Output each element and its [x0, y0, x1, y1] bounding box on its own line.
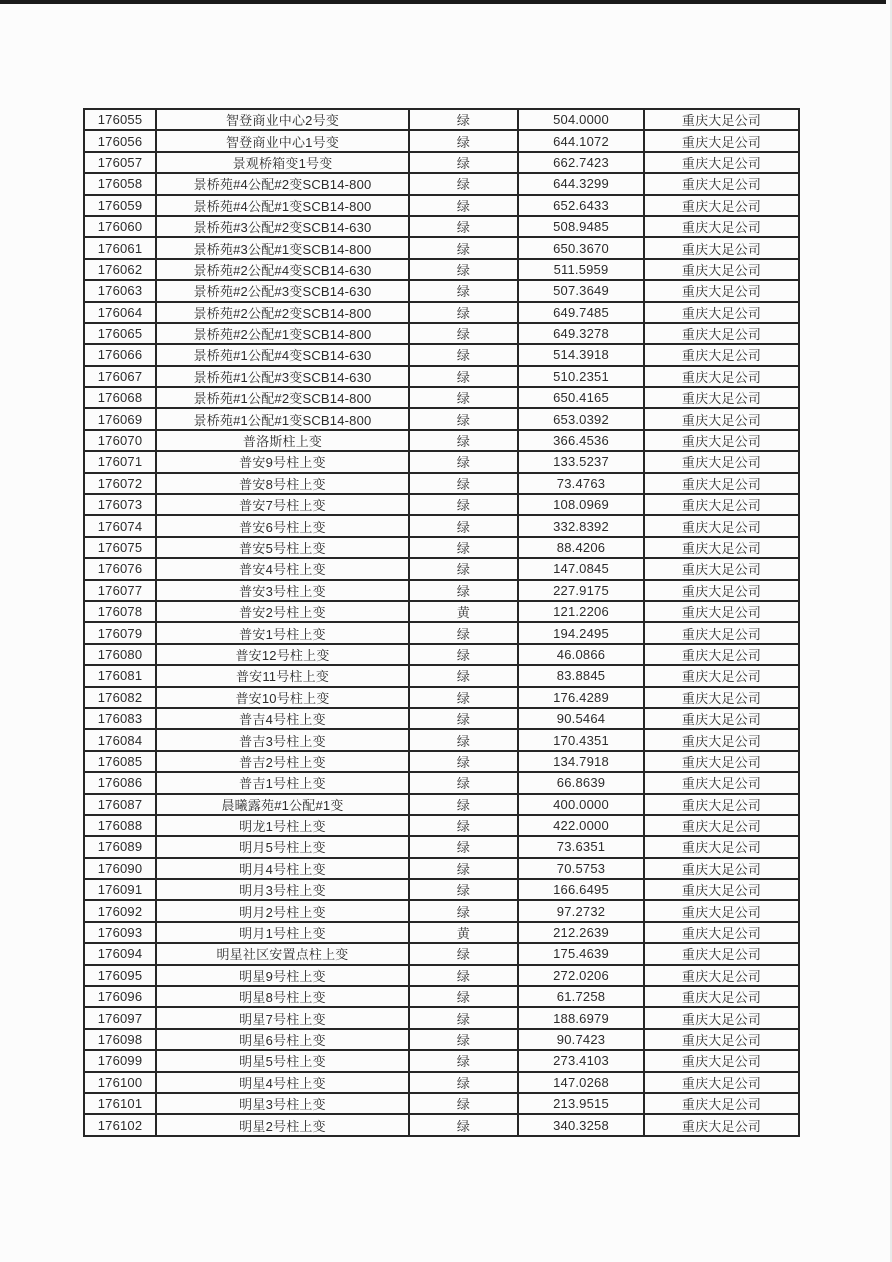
cell-name: 景桥苑#2公配#1变SCB14-800	[156, 323, 409, 344]
cell-name: 景桥苑#1公配#1变SCB14-800	[156, 408, 409, 429]
cell-value: 511.5959	[518, 259, 644, 280]
cell-company: 重庆大足公司	[644, 366, 799, 387]
cell-status: 绿	[409, 323, 518, 344]
cell-id: 176078	[84, 601, 156, 622]
table-row	[84, 237, 799, 258]
cell-company: 重庆大足公司	[644, 815, 799, 836]
cell-id: 176087	[84, 794, 156, 815]
cell-name: 普安3号柱上变	[156, 580, 409, 601]
table-row	[84, 494, 799, 515]
cell-name: 明月5号柱上变	[156, 836, 409, 857]
cell-name: 明星5号柱上变	[156, 1050, 409, 1071]
cell-name: 景观桥箱变1号变	[156, 152, 409, 173]
cell-company: 重庆大足公司	[644, 687, 799, 708]
cell-company: 重庆大足公司	[644, 323, 799, 344]
cell-company: 重庆大足公司	[644, 537, 799, 558]
table-row	[84, 344, 799, 365]
cell-name: 景桥苑#4公配#1变SCB14-800	[156, 195, 409, 216]
cell-value: 332.8392	[518, 515, 644, 536]
cell-id: 176070	[84, 430, 156, 451]
cell-status: 绿	[409, 644, 518, 665]
cell-id: 176094	[84, 943, 156, 964]
cell-name: 景桥苑#3公配#2变SCB14-630	[156, 216, 409, 237]
cell-id: 176081	[84, 665, 156, 686]
cell-status: 绿	[409, 943, 518, 964]
cell-company: 重庆大足公司	[644, 1072, 799, 1093]
cell-status: 绿	[409, 965, 518, 986]
table-row	[84, 1007, 799, 1028]
cell-name: 明龙1号柱上变	[156, 815, 409, 836]
cell-company: 重庆大足公司	[644, 943, 799, 964]
cell-name: 明月2号柱上变	[156, 900, 409, 921]
cell-name: 明星2号柱上变	[156, 1114, 409, 1135]
cell-name: 晨曦露苑#1公配#1变	[156, 794, 409, 815]
cell-company: 重庆大足公司	[644, 259, 799, 280]
cell-status: 绿	[409, 900, 518, 921]
table-row	[84, 687, 799, 708]
cell-value: 652.6433	[518, 195, 644, 216]
table-row	[84, 173, 799, 194]
cell-status: 绿	[409, 1114, 518, 1135]
cell-company: 重庆大足公司	[644, 708, 799, 729]
table-row	[84, 1114, 799, 1135]
cell-company: 重庆大足公司	[644, 451, 799, 472]
cell-status: 绿	[409, 408, 518, 429]
cell-id: 176089	[84, 836, 156, 857]
cell-name: 普安6号柱上变	[156, 515, 409, 536]
table-row	[84, 622, 799, 643]
cell-company: 重庆大足公司	[644, 515, 799, 536]
cell-value: 90.5464	[518, 708, 644, 729]
cell-status: 绿	[409, 195, 518, 216]
cell-id: 176060	[84, 216, 156, 237]
cell-value: 176.4289	[518, 687, 644, 708]
table-row	[84, 366, 799, 387]
cell-value: 61.7258	[518, 986, 644, 1007]
cell-name: 景桥苑#1公配#2变SCB14-800	[156, 387, 409, 408]
cell-name: 景桥苑#2公配#2变SCB14-800	[156, 302, 409, 323]
cell-status: 绿	[409, 302, 518, 323]
table-row	[84, 815, 799, 836]
cell-status: 绿	[409, 280, 518, 301]
table-body	[84, 109, 799, 1136]
table-row	[84, 729, 799, 750]
table-row	[84, 473, 799, 494]
cell-value: 147.0845	[518, 558, 644, 579]
table-row	[84, 408, 799, 429]
cell-id: 176098	[84, 1029, 156, 1050]
cell-status: 绿	[409, 130, 518, 151]
cell-id: 176062	[84, 259, 156, 280]
table-row	[84, 280, 799, 301]
cell-company: 重庆大足公司	[644, 858, 799, 879]
cell-company: 重庆大足公司	[644, 1029, 799, 1050]
top-scan-bar	[0, 0, 886, 4]
cell-id: 176086	[84, 772, 156, 793]
cell-id: 176073	[84, 494, 156, 515]
cell-company: 重庆大足公司	[644, 173, 799, 194]
cell-id: 176082	[84, 687, 156, 708]
cell-company: 重庆大足公司	[644, 408, 799, 429]
cell-status: 绿	[409, 109, 518, 130]
cell-value: 508.9485	[518, 216, 644, 237]
cell-company: 重庆大足公司	[644, 986, 799, 1007]
cell-value: 400.0000	[518, 794, 644, 815]
cell-id: 176058	[84, 173, 156, 194]
cell-value: 170.4351	[518, 729, 644, 750]
table-row	[84, 216, 799, 237]
cell-value: 188.6979	[518, 1007, 644, 1028]
cell-id: 176101	[84, 1093, 156, 1114]
cell-id: 176099	[84, 1050, 156, 1071]
cell-company: 重庆大足公司	[644, 644, 799, 665]
cell-company: 重庆大足公司	[644, 965, 799, 986]
cell-status: 绿	[409, 622, 518, 643]
cell-id: 176057	[84, 152, 156, 173]
cell-company: 重庆大足公司	[644, 580, 799, 601]
cell-status: 绿	[409, 858, 518, 879]
cell-name: 明星8号柱上变	[156, 986, 409, 1007]
cell-company: 重庆大足公司	[644, 1007, 799, 1028]
table-row	[84, 515, 799, 536]
cell-company: 重庆大足公司	[644, 879, 799, 900]
cell-id: 176080	[84, 644, 156, 665]
cell-company: 重庆大足公司	[644, 1093, 799, 1114]
transformer-table	[83, 108, 800, 1137]
cell-status: 绿	[409, 729, 518, 750]
cell-value: 644.1072	[518, 130, 644, 151]
cell-value: 272.0206	[518, 965, 644, 986]
cell-id: 176061	[84, 237, 156, 258]
table-row	[84, 451, 799, 472]
cell-name: 普吉1号柱上变	[156, 772, 409, 793]
cell-value: 46.0866	[518, 644, 644, 665]
cell-id: 176067	[84, 366, 156, 387]
cell-company: 重庆大足公司	[644, 900, 799, 921]
cell-company: 重庆大足公司	[644, 494, 799, 515]
cell-status: 绿	[409, 1093, 518, 1114]
cell-value: 340.3258	[518, 1114, 644, 1135]
cell-value: 97.2732	[518, 900, 644, 921]
cell-value: 194.2495	[518, 622, 644, 643]
cell-id: 176100	[84, 1072, 156, 1093]
cell-status: 绿	[409, 494, 518, 515]
cell-name: 景桥苑#2公配#4变SCB14-630	[156, 259, 409, 280]
cell-id: 176066	[84, 344, 156, 365]
cell-id: 176076	[84, 558, 156, 579]
cell-name: 普安1号柱上变	[156, 622, 409, 643]
cell-id: 176065	[84, 323, 156, 344]
cell-name: 普安9号柱上变	[156, 451, 409, 472]
cell-value: 644.3299	[518, 173, 644, 194]
table-row	[84, 195, 799, 216]
table-row	[84, 751, 799, 772]
table-row	[84, 1050, 799, 1071]
cell-status: 绿	[409, 259, 518, 280]
cell-value: 227.9175	[518, 580, 644, 601]
table-row	[84, 1093, 799, 1114]
cell-company: 重庆大足公司	[644, 430, 799, 451]
cell-status: 绿	[409, 1072, 518, 1093]
cell-company: 重庆大足公司	[644, 1050, 799, 1071]
cell-status: 绿	[409, 515, 518, 536]
table-row	[84, 858, 799, 879]
cell-name: 普吉2号柱上变	[156, 751, 409, 772]
table-row	[84, 836, 799, 857]
cell-id: 176096	[84, 986, 156, 1007]
cell-company: 重庆大足公司	[644, 152, 799, 173]
cell-company: 重庆大足公司	[644, 195, 799, 216]
cell-company: 重庆大足公司	[644, 751, 799, 772]
cell-status: 绿	[409, 986, 518, 1007]
cell-status: 绿	[409, 879, 518, 900]
cell-company: 重庆大足公司	[644, 922, 799, 943]
cell-company: 重庆大足公司	[644, 473, 799, 494]
table-row	[84, 879, 799, 900]
cell-status: 黄	[409, 922, 518, 943]
table-row	[84, 130, 799, 151]
cell-name: 普安7号柱上变	[156, 494, 409, 515]
table-row	[84, 323, 799, 344]
cell-value: 73.4763	[518, 473, 644, 494]
table-row	[84, 708, 799, 729]
cell-company: 重庆大足公司	[644, 558, 799, 579]
cell-status: 绿	[409, 366, 518, 387]
cell-value: 650.4165	[518, 387, 644, 408]
cell-id: 176077	[84, 580, 156, 601]
cell-status: 绿	[409, 387, 518, 408]
cell-id: 176056	[84, 130, 156, 151]
cell-status: 绿	[409, 430, 518, 451]
cell-name: 普洛斯柱上变	[156, 430, 409, 451]
table-row	[84, 109, 799, 130]
cell-id: 176079	[84, 622, 156, 643]
cell-status: 绿	[409, 815, 518, 836]
cell-value: 507.3649	[518, 280, 644, 301]
cell-name: 普安4号柱上变	[156, 558, 409, 579]
cell-value: 66.8639	[518, 772, 644, 793]
cell-status: 绿	[409, 216, 518, 237]
cell-id: 176071	[84, 451, 156, 472]
cell-id: 176075	[84, 537, 156, 558]
cell-id: 176102	[84, 1114, 156, 1135]
cell-name: 明星3号柱上变	[156, 1093, 409, 1114]
cell-value: 662.7423	[518, 152, 644, 173]
cell-company: 重庆大足公司	[644, 665, 799, 686]
table-row	[84, 259, 799, 280]
cell-company: 重庆大足公司	[644, 344, 799, 365]
cell-value: 504.0000	[518, 109, 644, 130]
cell-company: 重庆大足公司	[644, 601, 799, 622]
cell-value: 70.5753	[518, 858, 644, 879]
cell-name: 普安10号柱上变	[156, 687, 409, 708]
cell-id: 176084	[84, 729, 156, 750]
table-row	[84, 644, 799, 665]
cell-value: 90.7423	[518, 1029, 644, 1050]
cell-name: 景桥苑#2公配#3变SCB14-630	[156, 280, 409, 301]
cell-name: 景桥苑#1公配#3变SCB14-630	[156, 366, 409, 387]
cell-status: 绿	[409, 794, 518, 815]
cell-id: 176090	[84, 858, 156, 879]
cell-name: 普安12号柱上变	[156, 644, 409, 665]
cell-name: 普安11号柱上变	[156, 665, 409, 686]
cell-status: 绿	[409, 1007, 518, 1028]
cell-status: 绿	[409, 537, 518, 558]
cell-id: 176055	[84, 109, 156, 130]
cell-status: 绿	[409, 687, 518, 708]
cell-name: 明星9号柱上变	[156, 965, 409, 986]
cell-name: 普吉4号柱上变	[156, 708, 409, 729]
cell-name: 明星7号柱上变	[156, 1007, 409, 1028]
cell-id: 176063	[84, 280, 156, 301]
cell-status: 绿	[409, 237, 518, 258]
cell-name: 明月3号柱上变	[156, 879, 409, 900]
table-row	[84, 537, 799, 558]
table-row	[84, 665, 799, 686]
cell-value: 273.4103	[518, 1050, 644, 1071]
cell-name: 智登商业中心2号变	[156, 109, 409, 130]
cell-name: 普安5号柱上变	[156, 537, 409, 558]
cell-name: 智登商业中心1号变	[156, 130, 409, 151]
table-row	[84, 430, 799, 451]
cell-status: 绿	[409, 751, 518, 772]
cell-name: 普安8号柱上变	[156, 473, 409, 494]
cell-name: 明星4号柱上变	[156, 1072, 409, 1093]
cell-value: 134.7918	[518, 751, 644, 772]
cell-value: 649.7485	[518, 302, 644, 323]
cell-name: 普安2号柱上变	[156, 601, 409, 622]
cell-value: 133.5237	[518, 451, 644, 472]
cell-value: 510.2351	[518, 366, 644, 387]
cell-status: 绿	[409, 665, 518, 686]
cell-value: 213.9515	[518, 1093, 644, 1114]
cell-company: 重庆大足公司	[644, 280, 799, 301]
cell-id: 176083	[84, 708, 156, 729]
cell-id: 176097	[84, 1007, 156, 1028]
cell-id: 176093	[84, 922, 156, 943]
cell-value: 147.0268	[518, 1072, 644, 1093]
table-row	[84, 1029, 799, 1050]
cell-value: 166.6495	[518, 879, 644, 900]
cell-status: 绿	[409, 558, 518, 579]
cell-status: 绿	[409, 1050, 518, 1071]
cell-status: 绿	[409, 580, 518, 601]
cell-company: 重庆大足公司	[644, 237, 799, 258]
table-row	[84, 922, 799, 943]
table-row	[84, 794, 799, 815]
cell-name: 景桥苑#4公配#2变SCB14-800	[156, 173, 409, 194]
cell-company: 重庆大足公司	[644, 794, 799, 815]
table-row	[84, 772, 799, 793]
table-row	[84, 1072, 799, 1093]
cell-name: 明星6号柱上变	[156, 1029, 409, 1050]
table-row	[84, 387, 799, 408]
cell-status: 绿	[409, 1029, 518, 1050]
cell-status: 绿	[409, 836, 518, 857]
cell-value: 121.2206	[518, 601, 644, 622]
table-row	[84, 152, 799, 173]
cell-company: 重庆大足公司	[644, 622, 799, 643]
cell-name: 景桥苑#1公配#4变SCB14-630	[156, 344, 409, 365]
cell-id: 176088	[84, 815, 156, 836]
cell-value: 73.6351	[518, 836, 644, 857]
table-row	[84, 943, 799, 964]
table-row	[84, 986, 799, 1007]
cell-status: 绿	[409, 473, 518, 494]
cell-value: 650.3670	[518, 237, 644, 258]
cell-id: 176069	[84, 408, 156, 429]
cell-status: 黄	[409, 601, 518, 622]
cell-company: 重庆大足公司	[644, 729, 799, 750]
cell-name: 普吉3号柱上变	[156, 729, 409, 750]
cell-status: 绿	[409, 451, 518, 472]
cell-company: 重庆大足公司	[644, 130, 799, 151]
cell-company: 重庆大足公司	[644, 1114, 799, 1135]
cell-value: 422.0000	[518, 815, 644, 836]
cell-company: 重庆大足公司	[644, 836, 799, 857]
cell-value: 83.8845	[518, 665, 644, 686]
cell-id: 176072	[84, 473, 156, 494]
cell-status: 绿	[409, 708, 518, 729]
cell-value: 175.4639	[518, 943, 644, 964]
cell-status: 绿	[409, 152, 518, 173]
cell-id: 176064	[84, 302, 156, 323]
cell-name: 明星社区安置点柱上变	[156, 943, 409, 964]
cell-value: 108.0969	[518, 494, 644, 515]
cell-company: 重庆大足公司	[644, 216, 799, 237]
cell-value: 212.2639	[518, 922, 644, 943]
cell-id: 176085	[84, 751, 156, 772]
cell-name: 景桥苑#3公配#1变SCB14-800	[156, 237, 409, 258]
cell-id: 176092	[84, 900, 156, 921]
cell-id: 176095	[84, 965, 156, 986]
cell-id: 176074	[84, 515, 156, 536]
cell-status: 绿	[409, 173, 518, 194]
cell-value: 88.4206	[518, 537, 644, 558]
table-row	[84, 601, 799, 622]
table-row	[84, 558, 799, 579]
cell-id: 176059	[84, 195, 156, 216]
cell-status: 绿	[409, 344, 518, 365]
cell-company: 重庆大足公司	[644, 109, 799, 130]
cell-value: 366.4536	[518, 430, 644, 451]
cell-name: 明月4号柱上变	[156, 858, 409, 879]
cell-company: 重庆大足公司	[644, 302, 799, 323]
table-row	[84, 580, 799, 601]
table-row	[84, 965, 799, 986]
cell-value: 649.3278	[518, 323, 644, 344]
table-row	[84, 302, 799, 323]
cell-company: 重庆大足公司	[644, 387, 799, 408]
cell-name: 明月1号柱上变	[156, 922, 409, 943]
cell-id: 176091	[84, 879, 156, 900]
cell-value: 514.3918	[518, 344, 644, 365]
cell-status: 绿	[409, 772, 518, 793]
cell-company: 重庆大足公司	[644, 772, 799, 793]
cell-id: 176068	[84, 387, 156, 408]
table-row	[84, 900, 799, 921]
cell-value: 653.0392	[518, 408, 644, 429]
